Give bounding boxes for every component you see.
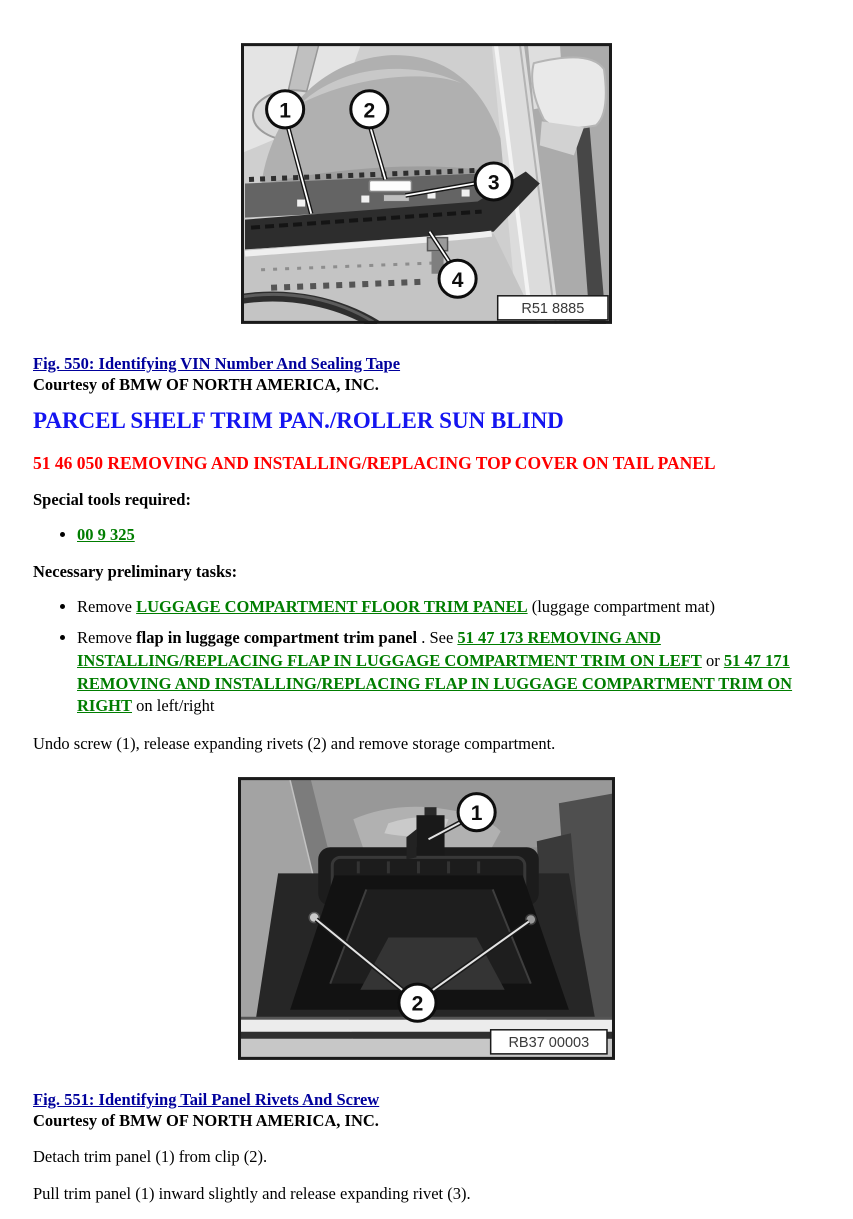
figure-ref-text: R51 8885 [521,300,585,317]
courtesy-line-top: Courtesy of BMW OF NORTH AMERICA, INC. [33,375,379,395]
callout-3 [475,163,512,200]
vin-sealing-tape-photo [241,43,612,324]
preliminary-tasks-list [33,596,820,718]
callout-2 [351,91,388,128]
flap-trim-left-link[interactable]: 51 47 173 REMOVING AND INSTALLING/REPLACING FLAP IN LUGGAGE COMPARTMENT TRIM ON LEFT [77,628,702,670]
callout-2-number: 2 [411,992,424,1016]
procedure-title: 51 46 050 REMOVING AND INSTALLING/REPLACING TOP COVER ON TAIL PANEL [33,452,716,473]
item2-mid2: or [701,650,724,670]
figure-ref-label [498,296,608,320]
tail-panel-rivets-illustration [238,777,615,1060]
special-tools-heading: Special tools required: [33,489,191,509]
floor-trim-panel-link[interactable]: LUGGAGE COMPARTMENT FLOOR TRIM PANEL [136,597,528,617]
callout-1-number: 1 [279,99,291,123]
figure-ref-label [491,1030,607,1054]
callout-1-number: 1 [470,802,483,826]
list-item-special-tool [77,524,820,547]
step-undo-screw: Undo screw (1), release expanding rivets (2) and remove storage compartment. [33,734,556,754]
flap-trim-right-link[interactable]: 51 47 171 REMOVING AND INSTALLING/REPLACING FLAP IN LUGGAGE COMPARTMENT TRIM ON RIGHT [77,650,793,716]
step-pull-trim-panel: Pull trim panel (1) inward slightly and release expanding rivet (3). [33,1184,471,1204]
item2-suffix: on left/right [132,696,215,716]
callout-4-number: 4 [451,268,464,292]
list-item-preliminary-1 [77,596,820,619]
callout-4 [439,260,476,297]
callout-2-number: 2 [363,99,376,123]
callout-1 [267,91,304,128]
item2-bold-text: flap in luggage compartment trim panel [136,628,418,648]
item1-prefix: Remove [77,597,137,617]
special-tools-list [33,524,820,547]
figure-top [33,43,820,329]
callout-3-number: 3 [487,171,500,195]
vin-sealing-tape-illustration [241,43,612,324]
figure-bottom [33,777,820,1065]
tail-panel-rivets-photo [238,777,615,1060]
fig-550-link[interactable]: Fig. 550: Identifying VIN Number And Sealing Tape [33,354,401,373]
item2-mid1: . See [417,628,458,648]
preliminary-tasks-heading: Necessary preliminary tasks: [33,562,238,582]
callout-2 [399,984,436,1021]
tool-link-00-9-325[interactable]: 00 9 325 [77,524,135,544]
figure-ref-text: RB37 00003 [508,1034,590,1051]
manual-page [0,43,853,1205]
callout-1 [458,794,495,831]
courtesy-line-bottom: Courtesy of BMW OF NORTH AMERICA, INC. [33,1111,379,1131]
list-item-preliminary-2 [77,627,820,718]
item1-suffix: (luggage compartment mat) [527,597,715,617]
section-title: PARCEL SHELF TRIM PAN./ROLLER SUN BLIND [33,408,564,434]
item2-prefix: Remove [77,628,137,648]
fig-551-link[interactable]: Fig. 551: Identifying Tail Panel Rivets And Screw [33,1090,380,1110]
step-detach-trim-panel: Detach trim panel (1) from clip (2). [33,1147,268,1167]
